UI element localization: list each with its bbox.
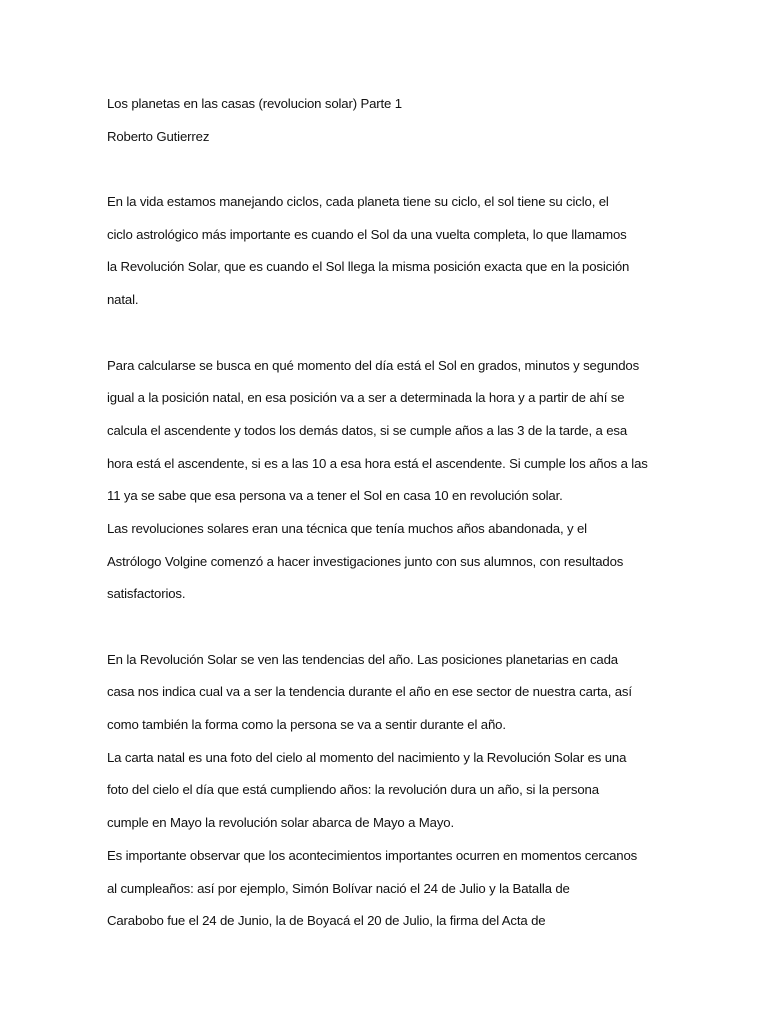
paragraph-line: foto del cielo el día que está cumpliendo años: la revolución dura un año, si la persona bbox=[107, 782, 599, 798]
paragraph-line: al cumpleaños: así por ejemplo, Simón Bolívar nació el 24 de Julio y la Batalla de bbox=[107, 880, 570, 896]
paragraph-line: Es importante observar que los acontecimientos importantes ocurren en momentos cercanos bbox=[107, 847, 638, 863]
paragraph-line: igual a la posición natal, en esa posición va a ser a determinada la hora y a partir de ahí se bbox=[107, 390, 625, 406]
paragraph-line: Para calcularse se busca en qué momento del día está el Sol en grados, minutos y segundos bbox=[107, 357, 640, 373]
paragraph-line: satisfactorios. bbox=[107, 586, 186, 602]
paragraph-line: cumple en Mayo la revolución solar abarca de Mayo a Mayo. bbox=[107, 815, 454, 831]
paragraph-line: Las revoluciones solares eran una técnica que tenía muchos años abandonada, y el bbox=[107, 520, 587, 536]
paragraph-line: En la vida estamos manejando ciclos, cada planeta tiene su ciclo, el sol tiene su ciclo, el bbox=[107, 194, 609, 210]
paragraph-spacer bbox=[107, 611, 647, 644]
paragraph-line: En la Revolución Solar se ven las tendencias del año. Las posiciones planetarias en cada bbox=[107, 651, 618, 667]
document-title: Los planetas en las casas (revolucion solar) Parte 1 bbox=[107, 96, 402, 111]
paragraph-line: casa nos indica cual va a ser la tendencia durante el año en ese sector de nuestra carta, así bbox=[107, 684, 632, 700]
paragraph-line: ciclo astrológico más importante es cuando el Sol da una vuelta completa, lo que llamamos bbox=[107, 226, 627, 242]
paragraph-line: natal. bbox=[107, 292, 139, 308]
paragraph-spacer bbox=[107, 153, 647, 186]
paragraph-3 bbox=[107, 644, 647, 938]
paragraph-line: Astrólogo Volgine comenzó a hacer investigaciones junto con sus alumnos, con resultados bbox=[107, 553, 624, 569]
paragraph-2 bbox=[107, 350, 647, 612]
paragraph-line: 11 ya se sabe que esa persona va a tener el Sol en casa 10 en revolución solar. bbox=[107, 488, 563, 504]
paragraph-line: la Revolución Solar, que es cuando el Sol llega la misma posición exacta que en la posición bbox=[107, 259, 630, 275]
paragraph-line: como también la forma como la persona se va a sentir durante el año. bbox=[107, 717, 506, 733]
paragraph-1 bbox=[107, 186, 647, 317]
paragraph-line: hora está el ascendente, si es a las 10 a esa hora está el ascendente. Si cumple los años a las bbox=[107, 455, 648, 471]
paragraph-line: La carta natal es una foto del cielo al momento del nacimiento y la Revolución Solar es una bbox=[107, 749, 627, 765]
document-author: Roberto Gutierrez bbox=[107, 128, 210, 144]
paragraph-line: Carabobo fue el 24 de Junio, la de Boyacá el 20 de Julio, la firma del Acta de bbox=[107, 913, 546, 929]
paragraph-spacer bbox=[107, 317, 647, 350]
paragraph-line: calcula el ascendente y todos los demás datos, si se cumple años a las 3 de la tarde, a esa bbox=[107, 422, 628, 438]
document-page bbox=[107, 88, 647, 938]
